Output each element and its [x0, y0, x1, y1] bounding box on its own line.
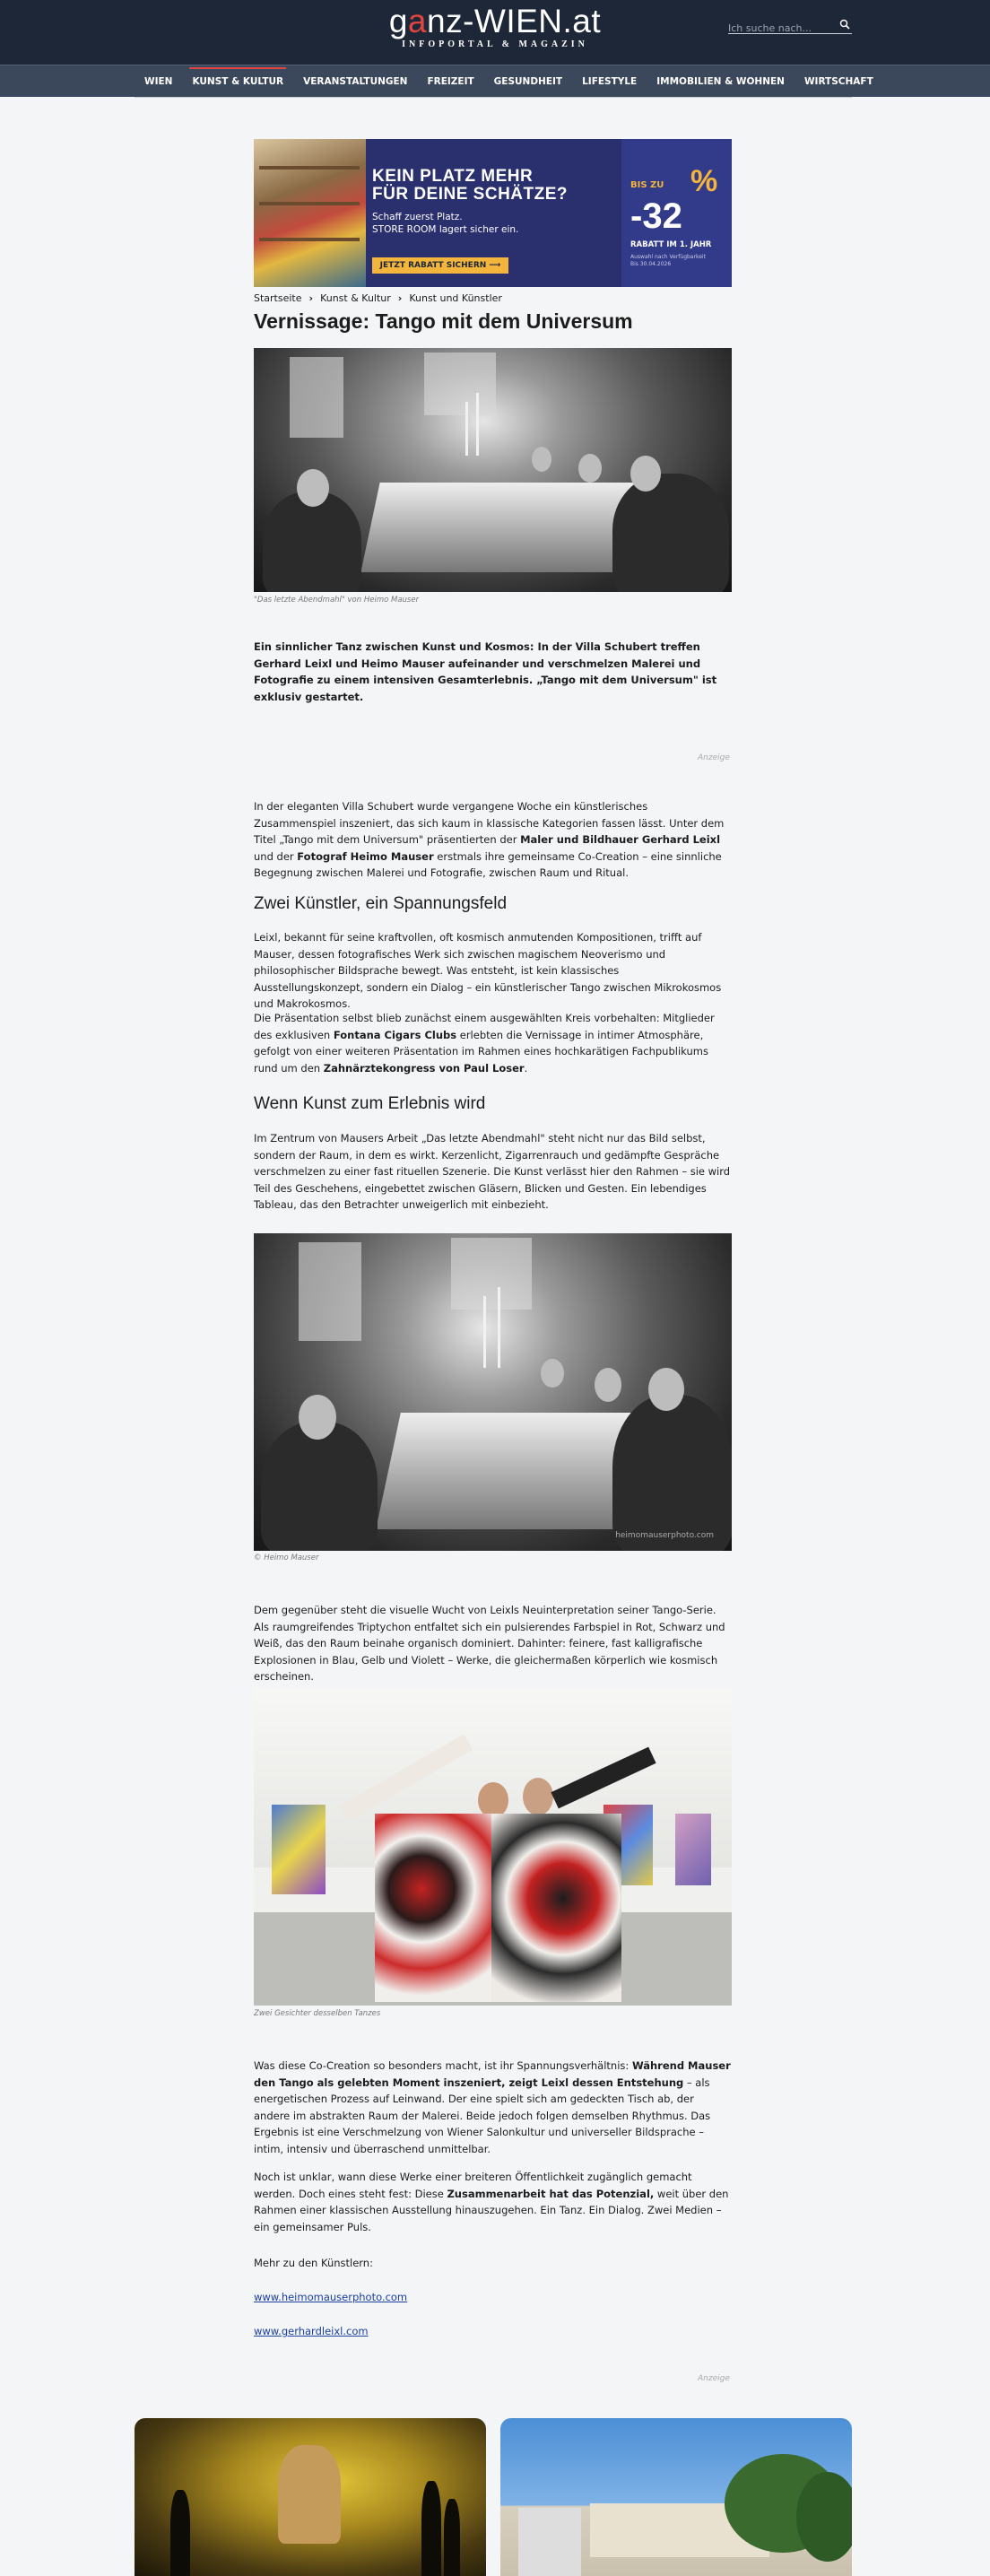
image-caption-2: © Heimo Mauser [254, 1553, 319, 1562]
nav-item-gesundheit[interactable]: GESUNDHEIT [493, 76, 563, 87]
search-icon[interactable] [839, 19, 850, 30]
p1-text-e: erstmals ihre gemeinsame Co-Creation – eine sinnliche Begegnung zwischen Malerei und Fotografie, zwischen Raum und Ritual. [254, 849, 722, 879]
article-paragraph-2: Leixl, bekannt für seine kraftvollen, oft kosmisch anmutenden Kompositionen, trifft auf Mauser, dessen fotografisches Werk sich zwischen magischem Neoverismo und philosophischer Bildsprache bewegt. Was entsteht, ist kein klassisches Ausstellungskonzept, sondern ein Dialog – ein künstlerischer Tango zwischen Mikrokosmos und Makrokosmos. [254, 931, 722, 1010]
link-gerhardleixl[interactable]: www.gerhardleixl.com [254, 2325, 369, 2337]
logo-text-1: g [388, 3, 408, 39]
p6-text-a: Was diese Co-Creation so besonders macht, ist ihr Spannungsverhältnis: [254, 2059, 632, 2072]
ad-discount-value: -32 [630, 196, 682, 236]
p3-bold-kongress: Zahnärztekongress von Paul Loser [323, 1061, 525, 1075]
logo-text-accent: a [407, 3, 427, 39]
breadcrumb-kunst-kultur[interactable]: Kunst & Kultur [320, 292, 391, 304]
ad-text-line-2: STORE ROOM lagert sicher ein. [372, 224, 519, 235]
p7-text-a: Noch ist unklar, wann diese Werke einer breiteren Öffentlichkeit zugänglich gemacht werden. Doch eines steht fest: Diese [254, 2171, 692, 2200]
p3-text-c: erlebten die Vernissage in intimer Atmosphäre, gefolgt von einer weiteren Präsentation im Rahmen eines hochkarätigen Fachpublikums rund um den [254, 1028, 708, 1075]
p1-bold-leixl: Maler und Bildhauer Gerhard Leixl [520, 833, 721, 846]
ad-title-line-2: FÜR DEINE SCHÄTZE? [372, 185, 568, 204]
ad-photo [254, 139, 366, 287]
search-input[interactable] [728, 22, 834, 36]
ad-discount-sub: RABATT IM 1. JAHR [630, 240, 712, 249]
nav-item-lifestyle[interactable]: LIFESTYLE [582, 76, 638, 87]
search-box [728, 18, 852, 34]
logo-text-2: nz-WIEN.at [427, 3, 602, 39]
ad-cta-button[interactable]: JETZT RABATT SICHERN ⟶ [372, 257, 508, 274]
article-paragraph-6 [254, 2058, 732, 2157]
link-row-1 [254, 2289, 732, 2306]
p7-text-c: weit über den Rahmen einer klassischen Ausstellung hinauszugehen. Ein Tanz. Ein Dialog. Zwei Medien – ein gemeinsamer Puls. [254, 2187, 729, 2233]
p6-text-c: – als energetischen Prozess auf Leinwand. Der eine spielt sich am gedeckten Tisch ab, der andere im abstrakten Raum der Malerei. Beide jedoch folgen demselben Rhythmus. Das Ergebnis ist eine Verschmelzung von Wiener Salonkultur und universeller Bildsprache – intim, intensiv und überraschend unmittelbar. [254, 2076, 711, 2155]
site-header [0, 0, 990, 65]
article-paragraph-4: Im Zentrum von Mausers Arbeit „Das letzte Abendmahl" steht nicht nur das Bild selbst, sondern der Raum, in dem es wirkt. Kerzenlicht, Zigarrenrauch und gedämpfte Gespräche verschmelzen zu einer fast rituellen Szenerie. Die Kunst verlässt hier den Rahmen – sie wird Teil des Geschehens, eingebettet zwischen Gläsern, Blicken und Gesten. Ein lebendiges Tableau, das den Betrachter unweigerlich mit einbezieht. [254, 1132, 731, 1211]
ad-percent-sign: % [690, 164, 718, 198]
nav-item-kunst-kultur[interactable]: KUNST & KULTUR [182, 65, 293, 98]
article-paragraph-1 [254, 798, 732, 882]
ad-label: Anzeige [698, 753, 730, 762]
article-image-abendmahl-large[interactable] [254, 1233, 732, 1551]
p1-text-a: In der eleganten Villa Schubert wurde vergangene Woche ein künstlerisches Zusammenspiel inszeniert, das sich kaum in klassische Kategorien fassen lässt. Unter dem Titel „Tango mit dem Universum" präsentierten der [254, 800, 725, 846]
p3-text-e: . [524, 1061, 528, 1075]
ad-banner-storeroom[interactable] [254, 139, 732, 287]
p1-text-c: und der [254, 849, 298, 863]
article-paragraph-3 [254, 1010, 732, 1076]
article-title: Vernissage: Tango mit dem Universum [254, 309, 633, 333]
image-caption-1: "Das letzte Abendmahl" von Heimo Mauser [254, 596, 420, 605]
main-navigation [0, 65, 990, 97]
article-lead: Ein sinnlicher Tanz zwischen Kunst und Kosmos: In der Villa Schubert treffen Gerhard Leixl und Heimo Mauser aufeinander und verschmelzen Malerei und Fotografie zu einem intensiven Gesamterlebnis. „Tango mit dem Universum" ist exklusiv gestartet. [254, 640, 717, 703]
breadcrumb-home[interactable]: Startseite [254, 292, 302, 304]
article-paragraph-8: Mehr zu den Künstlern: [254, 2257, 373, 2269]
nav-item-immobilien-wohnen[interactable]: IMMOBILIEN & WOHNEN [656, 76, 785, 87]
ad-bis-label: BIS ZU [630, 180, 664, 190]
ad-title-line-1: KEIN PLATZ MEHR [372, 167, 534, 186]
link-row-2 [254, 2323, 732, 2340]
p7-bold: Zusammenarbeit hat das Potenzial, [447, 2187, 655, 2200]
article-image-abendmahl[interactable] [254, 348, 732, 592]
link-heimomauserphoto[interactable]: www.heimomauserphoto.com [254, 2291, 408, 2303]
p3-text-a: Die Präsentation selbst blieb zunächst einem ausgewählten Kreis vorbehalten: Mitglieder des exklusiven [254, 1012, 715, 1041]
heading-zwei-kuenstler: Zwei Künstler, ein Spannungsfeld [254, 894, 508, 913]
ad-fine-print: Auswahl nach Verfügbarkeit Bis 30.04.2026 [630, 254, 706, 267]
logo-tagline: INFOPORTAL & MAGAZIN [402, 39, 588, 49]
breadcrumb-kunst-kuenstler[interactable]: Kunst und Künstler [409, 292, 502, 304]
ad-title [372, 168, 614, 204]
nav-item-wirtschaft[interactable]: WIRTSCHAFT [803, 76, 873, 87]
article-image-triptych[interactable] [254, 1688, 732, 2006]
related-card-museumsquartier[interactable] [500, 2418, 852, 2576]
p1-bold-mauser: Fotograf Heimo Mauser [297, 849, 434, 863]
nav-item-wien[interactable]: WIEN [144, 76, 173, 87]
image-caption-3: Zwei Gesichter desselben Tanzes [254, 2009, 381, 2018]
chevron-right-icon: › [397, 292, 403, 304]
p3-bold-fontana: Fontana Cigars Clubs [333, 1028, 457, 1041]
ad-text [372, 211, 614, 236]
ad-label-2: Anzeige [698, 2374, 730, 2383]
article-paragraph-7 [254, 2169, 732, 2235]
related-card-klimt[interactable] [135, 2418, 486, 2576]
image-watermark: heimomauserphoto.com [615, 1531, 714, 1540]
chevron-right-icon: › [308, 292, 314, 304]
p6-bold: Während Mauser den Tango als gelebten Moment inszeniert, zeigt Leixl dessen Entstehung [254, 2059, 731, 2089]
article-paragraph-5: Dem gegenüber steht die visuelle Wucht von Leixls Neuinterpretation seiner Tango-Serie. Als raumgreifendes Triptychon entfaltet sich ein pulsierendes Farbspiel in Rot, Schwarz und Weiß, das den Raum beinahe organisch dominiert. Dahinter: feinere, fast kalligrafische Explosionen in Blau, Gelb und Violett – Werke, die gleichermaßen körperlich wie kosmisch erscheinen. [254, 1604, 725, 1683]
nav-item-veranstaltungen[interactable]: VERANSTALTUNGEN [303, 76, 408, 87]
heading-kunst-erlebnis: Wenn Kunst zum Erlebnis wird [254, 1094, 486, 1113]
breadcrumb [254, 292, 502, 304]
nav-divider [135, 97, 852, 98]
nav-item-freizeit[interactable]: FREIZEIT [427, 76, 474, 87]
ad-text-line-1: Schaff zuerst Platz. [372, 212, 463, 222]
